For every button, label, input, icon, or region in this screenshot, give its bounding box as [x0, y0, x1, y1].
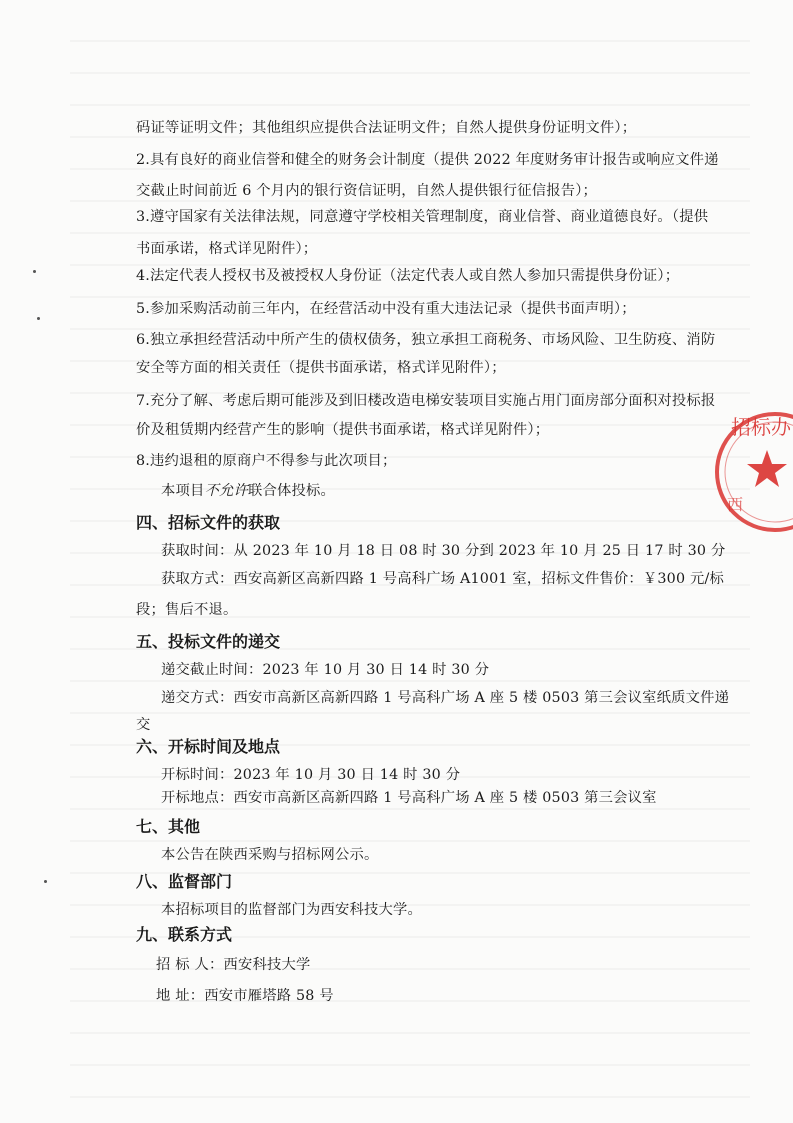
official-seal-stamp — [715, 392, 793, 552]
scan-speck — [37, 317, 40, 320]
section-5-method-cont: 交 — [136, 717, 151, 733]
section-8-text: 本招标项目的监督部门为西安科技大学。 — [161, 902, 422, 918]
consortium-after: 联合体投标。 — [248, 483, 335, 499]
contact-address: 地 址：西安市雁塔路 58 号 — [156, 988, 334, 1004]
requirement-2: 2.具有良好的商业信誉和健全的财务会计制度（提供 2022 年度财务审计报告或响应文件递 — [136, 152, 719, 168]
requirement-7-cont: 价及租赁期内经营产生的影响（提供书面承诺，格式详见附件）； — [136, 422, 550, 438]
section-5-deadline: 递交截止时间：2023 年 10 月 30 日 14 时 30 分 — [161, 662, 490, 678]
section-7-text: 本公告在陕西采购与招标网公示。 — [161, 847, 379, 863]
section-4-method-cont: 段；售后不退。 — [136, 602, 238, 618]
requirement-3-cont: 书面承诺，格式详见附件）； — [136, 241, 318, 257]
section-5-title: 五、投标文件的递交 — [136, 632, 281, 651]
section-4-time: 获取时间：从 2023 年 10 月 18 日 08 时 30 分到 2023 年 10 月 25 日 17 时 30 分 — [161, 543, 726, 559]
svg-text:招标办: 招标办 — [731, 415, 791, 439]
requirement-8: 8.违约退租的原商户不得参与此次项目； — [136, 453, 397, 469]
requirement-7: 7.充分了解、考虑后期可能涉及到旧楼改造电梯安装项目实施占用门面房部分面积对投标报 — [136, 393, 716, 409]
contact-tenderer: 招 标 人：西安科技大学 — [156, 957, 311, 973]
consortium-before: 本项目 — [161, 483, 205, 499]
requirement-6: 6.独立承担经营活动中所产生的债权债务，独立承担工商税务、市场风险、卫生防疫、消防 — [136, 332, 716, 348]
section-5-method: 递交方式：西安市高新区高新四路 1 号高科广场 A 座 5 楼 0503 第三会议室纸质文件递 — [161, 690, 730, 706]
requirement-line-1-cont: 码证等证明文件；其他组织应提供合法证明文件；自然人提供身份证明文件）； — [136, 120, 637, 136]
requirement-5: 5.参加采购活动前三年内，在经营活动中没有重大违法记录（提供书面声明）； — [136, 301, 636, 317]
section-4-method: 获取方式：西安高新区高新四路 1 号高科广场 A1001 室，招标文件售价：￥300 元/标 — [161, 571, 725, 587]
consortium-emphasis: 不允许 — [204, 483, 248, 499]
section-4-title: 四、招标文件的获取 — [136, 513, 281, 532]
scan-speck — [44, 880, 47, 883]
section-6-title: 六、开标时间及地点 — [136, 737, 281, 756]
section-8-title: 八、监督部门 — [136, 872, 233, 891]
requirement-4: 4.法定代表人授权书及被授权人身份证（法定代表人或自然人参加只需提供身份证）； — [136, 268, 680, 284]
requirement-3: 3.遵守国家有关法律法规，同意遵守学校相关管理制度，商业信誉、商业道德良好。（提供 — [136, 209, 709, 225]
requirement-6-cont: 安全等方面的相关责任（提供书面承诺，格式详见附件）； — [136, 360, 506, 376]
svg-text:西: 西 — [727, 495, 744, 514]
consortium-note — [161, 481, 335, 501]
requirement-2-cont: 交截止时间前近 6 个月内的银行资信证明，自然人提供银行征信报告）； — [136, 183, 598, 199]
section-9-title: 九、联系方式 — [136, 925, 233, 944]
section-6-place: 开标地点：西安市高新区高新四路 1 号高科广场 A 座 5 楼 0503 第三会议室 — [161, 790, 657, 806]
scan-speck — [33, 270, 36, 273]
section-7-title: 七、其他 — [136, 817, 201, 836]
section-6-time: 开标时间：2023 年 10 月 30 日 14 时 30 分 — [161, 767, 461, 783]
